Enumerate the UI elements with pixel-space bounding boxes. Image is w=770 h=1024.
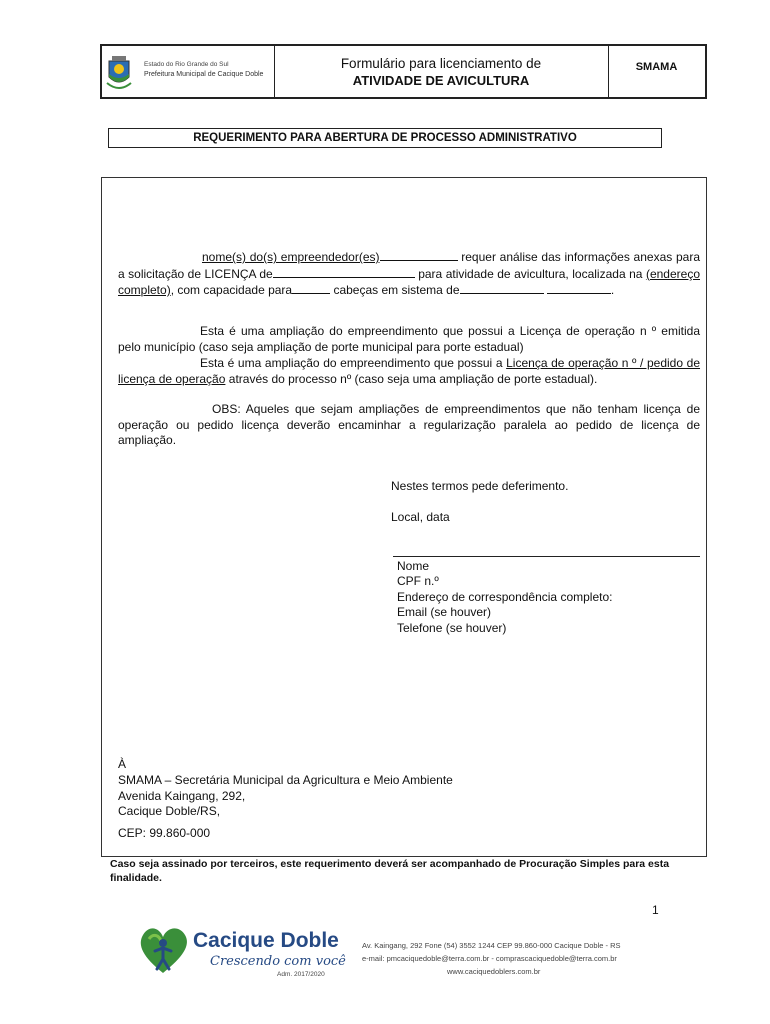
state-label: Estado do Rio Grande do Sul [144,61,229,68]
signature-address: Endereço de correspondência completo: [397,590,613,604]
header-agency-cell [608,46,705,97]
agency-label: SMAMA [635,61,678,73]
local-date-text: Local, data [391,510,450,524]
footer-brand: Cacique Doble [193,929,339,952]
applicant-name-blank[interactable] [380,249,458,261]
p3-text-c: através do processo nº (caso seja uma ampliação de porte estadual). [228,371,598,386]
municipal-crest-icon [106,53,132,93]
p1-text-c: para atividade de avicultura, localizada na [418,266,643,281]
header-table [100,44,707,99]
form-title-line2: ATIVIDADE DE AVICULTURA [352,73,530,88]
header-prefecture-cell [102,46,275,97]
page-number: 1 [652,903,659,917]
footer-contact-line1: Av. Kaingang, 292 Fone (54) 3552 1244 CEP 99.860-000 Cacique Doble - RS [362,941,621,950]
applicant-paragraph: nome(s) do(s) empreendedor(es) requer análise das informações anexas para a solicitação de LICENÇA de para atividade de avicultura, localizada na (endereço completo), com capacidade para cabeças em sistema de . [118,250,700,297]
cacique-doble-heart-logo-icon [135,921,191,977]
recipient-to: À [118,757,127,771]
p3-license-link: Licença de operação n º / pedido de licença de operação [118,356,701,386]
signature-cpf: CPF n.º [397,574,439,588]
prefecture-label: Prefeitura Municipal de Cacique Doble [144,71,264,78]
address-field[interactable]: (endereço completo) [118,266,700,297]
p1-text-e: , com capacidade para [170,283,293,297]
p1-text-b: requer análise das informações anexas para a solicitação de LICENÇA de [118,250,700,281]
recipient-line1: SMAMA – Secretária Municipal da Agricultura e Meio Ambiente [118,773,453,787]
form-title-line1: Formulário para licenciamento de [340,56,542,71]
signature-email: Email (se houver) [397,605,492,619]
recipient-line3: Cacique Doble/RS, [118,804,221,818]
p1-text-f: cabeças em sistema de [333,283,460,297]
recipient-line2: Avenida Kaingang, 292, [118,789,246,803]
header-form-title-cell [274,46,609,97]
signature-phone: Telefone (se houver) [397,621,507,635]
footer-administration: Adm. 2017/2020 [277,971,325,978]
license-type-blank[interactable] [273,266,415,278]
signature-name: Nome [397,559,430,573]
applicant-name-field[interactable]: nome(s) do(s) empreendedor(es) [202,250,380,264]
obs-paragraph: OBS: Aqueles que sejam ampliações de empreendimentos que não tenham licença de operação ou pedido licença deverão encaminhar a regularização paralela ao pedido de licença de ampliação. [118,402,700,447]
footer-tagline: Crescendo com você [210,954,346,969]
expansion-state-paragraph [118,356,700,387]
capacity-blank[interactable] [292,282,330,294]
footer-contact-line2: e-mail: pmcaciquedoble@terra.com.br - comprascaciquedoble@terra.com.br [362,954,617,963]
p3-text-a: Esta é uma ampliação do empreendimento que possui a [200,356,503,370]
signature-line [393,556,700,557]
recipient-cep: CEP: 99.860-000 [118,826,211,840]
request-title: REQUERIMENTO PARA ABERTURA DE PROCESSO ADMINISTRATIVO [108,128,662,148]
system-blank-1[interactable] [460,282,544,294]
closing-text: Nestes termos pede deferimento. [391,479,569,493]
footer-website: www.caciquedoblers.com.br [447,967,541,976]
expansion-municipal-paragraph: Esta é uma ampliação do empreendimento que possui a Licença de operação n º emitida pelo município (caso seja ampliação de porte municipal para porte estadual) [118,324,700,354]
third-party-note: Caso seja assinado por terceiros, este requerimento deverá ser acompanhado de Procuração Simples para esta finalidade. [110,858,670,884]
system-blank-2[interactable] [547,282,611,294]
